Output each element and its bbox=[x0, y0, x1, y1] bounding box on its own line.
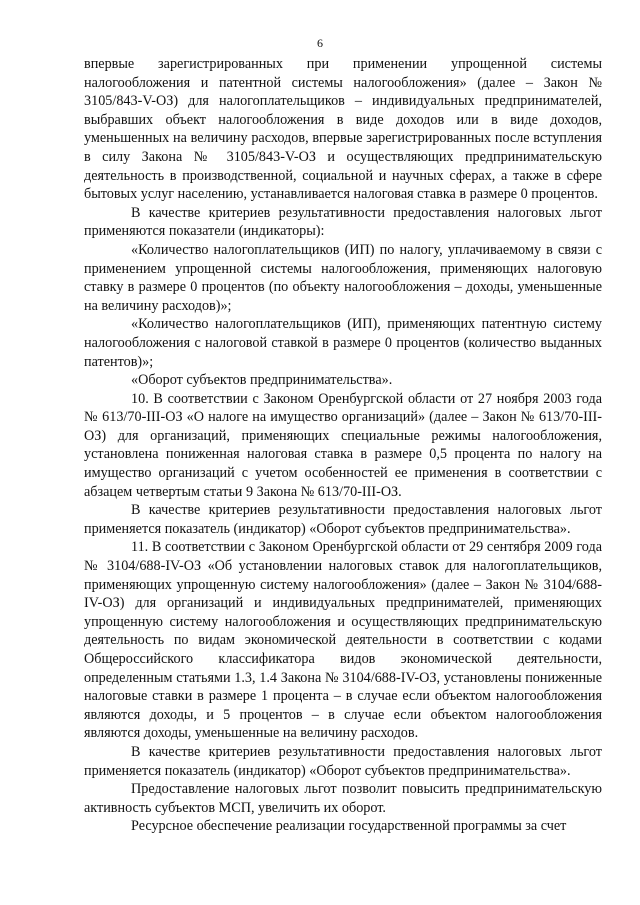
paragraph: В качестве критериев результативности предоставления налоговых льгот применяется показатель (индикатор) «Оборот субъектов предпринимательства». bbox=[84, 743, 602, 779]
paragraph-item-10: 10. В соответствии с Законом Оренбургской области от 27 ноября 2003 года № 613/70-III-ОЗ «О налоге на имущество организаций» (далее – Закон № 613/70-III-ОЗ) для организаций, применяющих специальные режимы налогообложения, установлена пониженная налоговая ставка в размере 0,5 процента по налогу на имущество организаций с учетом особенностей ее применения в соответствии с абзацем четвертым статьи 9 Закона № 613/70-III-ОЗ. bbox=[84, 390, 602, 500]
paragraph: В качестве критериев результативности предоставления налоговых льгот применяется показатель (индикатор) «Оборот субъектов предпринимательства». bbox=[84, 502, 602, 537]
paragraph-continuation: впервые зарегистрированных при применении упрощенной системы налогообложения и патентной системы налогообложения» (далее – Закон № 3105/843-V-ОЗ) для налогоплательщиков – индивидуальных предпринимателей, выбравших объект налогообложения в виде доходов или в виде доходов, уменьшенных на величину расходов, впервые зарегистрированных после вступления в силу Закона № 3105/843-V-ОЗ и осуществляющих предпринимательскую деятельность в производственной, социальной и научных сферах, а также в сфере бытовых услуг населению, устанавливается налоговая ставка в размере 0 процентов. bbox=[84, 56, 602, 203]
document-body bbox=[84, 55, 602, 836]
paragraph-last: Ресурсное обеспечение реализации государственной программы за счет bbox=[131, 818, 567, 835]
paragraph-item-11: 11. В соответствии с Законом Оренбургской области от 29 сентября 2009 года № 3104/688-IV-ОЗ «Об установлении налоговых ставок для налогоплательщиков, применяющих упрощенную систему налогообложения» (далее – Закон № 3104/688-IV-ОЗ) для организаций и индивидуальных предпринимателей, применяющих упрощенную систему налогообложения и осуществляющих предпринимательскую деятельность по видам экономической деятельности в соответствии с кодами Общероссийского классификатора видов экономической деятельности, определенным статьями 1.3, 1.4 Закона № 3104/688-IV-ОЗ, установлены пониженные налоговые ставки в размере 1 процента – в случае если объектом налогообложения являются доходы, и 5 процентов – в случае если объектом налогообложения являются доходы, уменьшенные на величину расходов. bbox=[84, 539, 602, 742]
paragraph: В качестве критериев результативности предоставления налоговых льгот применяются показатели (индикаторы): bbox=[84, 204, 602, 240]
paragraph: Предоставление налоговых льгот позволит повысить предпринимательскую активность субъектов МСП, увеличить их оборот. bbox=[84, 781, 602, 816]
paragraph: «Количество налогоплательщиков (ИП) по налогу, уплачиваемому в связи с применением упрощенной системы налогообложения, применяющих налоговую ставку в размере 0 процентов (по объекту налогообложения – доходы, уменьшенные на величину расходов)»; bbox=[84, 241, 602, 314]
paragraph: «Количество налогоплательщиков (ИП), применяющих патентную систему налогообложения с налоговой ставкой в размере 0 процентов (количество выданных патентов)»; bbox=[84, 316, 602, 370]
page-number: 6 bbox=[317, 36, 323, 50]
paragraph: «Оборот субъектов предпринимательства». bbox=[131, 372, 393, 389]
